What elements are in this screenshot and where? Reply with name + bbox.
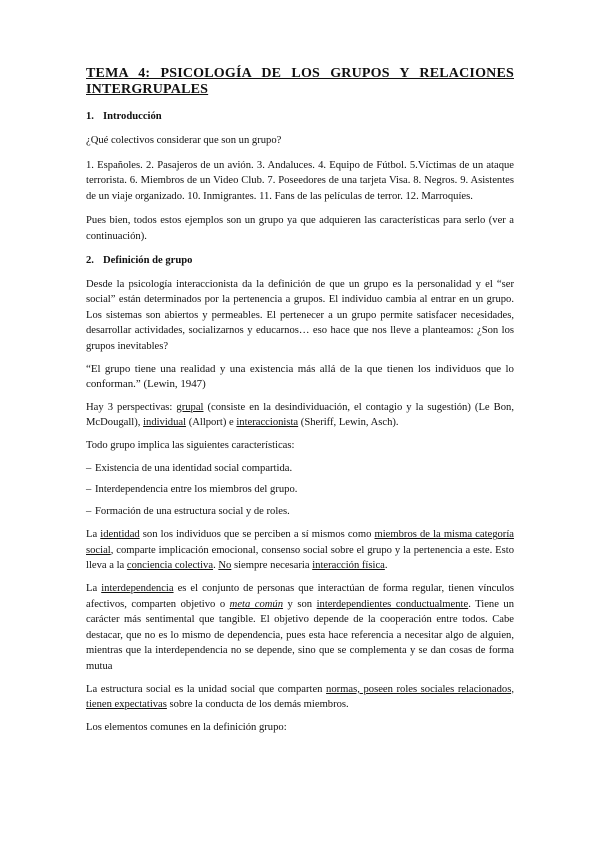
text-run: siempre necesaria bbox=[231, 560, 313, 572]
bullet-dash: – bbox=[86, 462, 92, 474]
text-run: (Sheriff, Lewin, Asch). bbox=[298, 417, 399, 429]
elements-intro: Los elementos comunes en la definición grupo: bbox=[86, 721, 287, 733]
examples-list: 1. Españoles. 2. Pasajeros de un avión. 3. Andaluces. 4. Equipo de Fútbol. 5.Víctimas de un ataque terrorista. 6. Miembros de un Video Club. 7. Poseedores de una tarjeta Visa. 8. Negros. 9. Asistentes de un viaje organizado. 10. Inmigrantes. 11. Fans de las películas de terror. 12. Marroquíes. bbox=[86, 159, 514, 202]
keyword-individual: individual bbox=[143, 417, 187, 429]
text-run: (consiste en la desindividuación, el contagio y la sugestión) (Le Bon, McDougall), bbox=[86, 401, 514, 429]
keyword-normas: normas, poseen roles sociales relacionados, tienen expectativas bbox=[86, 683, 514, 711]
perspectives-paragraph bbox=[86, 400, 514, 431]
interdependencia-paragraph bbox=[86, 581, 514, 675]
text-run: . bbox=[384, 560, 388, 572]
list-item-text: Interdependencia entre los miembros del grupo. bbox=[95, 484, 298, 496]
text-run: es el conjunto de personas que interactúan de forma regular, tienen vínculos afectivos, comparten objetivo o bbox=[86, 583, 515, 610]
keyword-interdependientes: interdependientes conductualmente bbox=[316, 598, 469, 610]
keyword-grupal: grupal bbox=[176, 401, 204, 413]
estructura-paragraph bbox=[86, 682, 514, 713]
text-run: . Tiene un carácter más sentimental que tangible. El objetivo depende de la cooperación entre todos. Cabe destacar, que no es lo mismo de dependencia, pues esta hace referencia a necesitar algo de alguien, mientras que la interdependencia no se depende, sino que se complementa y se dan cosas de forma mutua bbox=[86, 598, 515, 673]
text-run: sobre la conducta de los demás miembros. bbox=[166, 699, 349, 711]
keyword-conciencia: conciencia colectiva bbox=[126, 560, 214, 572]
text-run: son los individuos que se perciben a sí mismos como bbox=[139, 529, 375, 541]
text-run: . bbox=[213, 560, 219, 572]
section-number: 1. bbox=[86, 111, 94, 122]
keyword-interaccion: interacción física bbox=[312, 560, 385, 572]
lewin-quote: “El grupo tiene una realidad y una existencia más allá de la que tienen los individuos que lo conforman.” (Lewin, 1947) bbox=[86, 362, 514, 391]
bullet-dash: – bbox=[86, 484, 92, 496]
list-item-text: Formación de una estructura social y de roles. bbox=[95, 505, 290, 517]
identidad-paragraph bbox=[86, 527, 514, 574]
text-run: La estructura social es la unidad social que comparten bbox=[86, 683, 327, 695]
keyword-interdependencia: interdependencia bbox=[101, 583, 174, 595]
section-number: 2. bbox=[86, 254, 94, 266]
document-content bbox=[86, 66, 514, 742]
definition-intro: Desde la psicología interaccionista da la definición de que un grupo es la personalidad y el “ser social” están determinados por la pertenencia a grupos. El individuo cambia al entrar en un grupo. Los sistemas son abiertos y permeables. El pertenecer a un grupo permite satisfacer necesidades, desarrollar actividades, socializarnos y educarnos… eso hace que nos lleve a planteamos: ¿Son los grupos inevitables? bbox=[86, 278, 514, 352]
list-item bbox=[86, 461, 514, 477]
intro-question: ¿Qué colectivos considerar que son un grupo? bbox=[86, 135, 282, 146]
text-run: y son bbox=[283, 598, 317, 610]
keyword-no: No bbox=[218, 560, 232, 572]
list-item bbox=[86, 504, 514, 520]
list-item bbox=[86, 482, 514, 498]
intro-conclusion: Pues bien, todos estos ejemplos son un grupo ya que adquieren las características para serlo (ver a continuación). bbox=[86, 215, 514, 242]
section-heading-definicion bbox=[86, 254, 514, 268]
section-heading-introduccion bbox=[86, 110, 514, 124]
list-item-text: Existencia de una identidad social compartida. bbox=[95, 462, 293, 474]
section-title: Introducción bbox=[103, 111, 162, 122]
section-title: Definición de grupo bbox=[103, 254, 193, 266]
text-run: , comparte implicación emocional, consenso social sobre el grupo y la pertenencia a este. Esto lleva a la bbox=[86, 544, 514, 572]
characteristics-intro: Todo grupo implica las siguientes características: bbox=[86, 439, 295, 451]
text-run: Hay 3 perspectivas: bbox=[86, 401, 177, 413]
keyword-categoria: miembros de la misma categoría social bbox=[86, 529, 514, 556]
text-run: (Allport) e bbox=[186, 417, 237, 429]
document-title: TEMA 4: PSICOLOGÍA DE LOS GRUPOS Y RELACIONES INTERGRUPALES bbox=[86, 66, 514, 97]
keyword-identidad: identidad bbox=[100, 529, 140, 541]
text-run: La bbox=[86, 529, 101, 541]
text-run: La bbox=[86, 583, 102, 595]
keyword-interaccionista: interaccionista bbox=[236, 417, 299, 429]
keyword-meta-comun: meta común bbox=[229, 598, 284, 610]
bullet-dash: – bbox=[86, 505, 92, 517]
